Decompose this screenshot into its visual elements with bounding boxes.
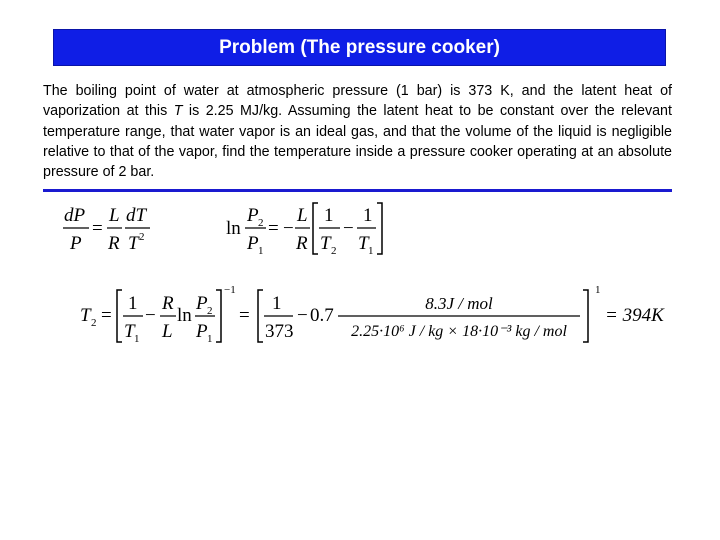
problem-text-var-t: T (173, 103, 183, 120)
eq3-equals-2: = (239, 305, 250, 326)
eq3-numerator: 8.3J / mol (425, 294, 493, 313)
eq2-equals: = (268, 218, 279, 239)
eq3-r: R (162, 293, 174, 314)
eq1-dt: dT (126, 205, 147, 226)
eq2-bracket-left (313, 203, 318, 254)
eq2-one-b: 1 (363, 205, 373, 226)
equation-solution (80, 284, 665, 345)
eq3-result: = 394K (605, 305, 664, 326)
eq3-one-a: 1 (128, 293, 138, 314)
slide-title: Problem (The pressure cooker) (53, 29, 666, 66)
equation-clausius-clapeyron (63, 205, 150, 254)
eq2-sub-1: 1 (258, 245, 264, 257)
eq2-p-den: P (247, 233, 259, 254)
eq3-denominator: 2.25·10⁶ J / kg × 18·10⁻³ kg / mol (351, 323, 567, 340)
problem-text-part-1: The boiling point of water at atmospheric pressure (1 bar) is 373 K, and the latent heat of vaporization at this (43, 83, 672, 120)
eq3-t1: T (124, 321, 135, 342)
eq1-exponent: 2 (139, 231, 145, 243)
eq3-ln: ln (177, 305, 192, 326)
eq3-minus-1: − (145, 305, 156, 326)
eq3-exponent-1: 1 (595, 284, 601, 296)
eq3-l: L (162, 321, 173, 342)
eq3-p-num: P (196, 293, 208, 314)
eq3-p1-sub: 1 (207, 333, 213, 345)
eq2-one-a: 1 (324, 205, 334, 226)
eq1-t: T (128, 233, 139, 254)
eq2-sub-2: 2 (258, 217, 264, 229)
eq3-minus-2: − (297, 305, 308, 326)
eq1-l: L (109, 205, 120, 226)
equation-integrated (226, 203, 382, 257)
eq3-p-den: P (196, 321, 208, 342)
eq2-t1: T (358, 233, 369, 254)
eq2-l: L (297, 205, 308, 226)
eq2-t2: T (320, 233, 331, 254)
problem-text-part-2: is 2.25 MJ/kg. Assuming the latent heat to be constant over the relevant temperature range, that water vapor is an ideal gas, and that the volume of the liquid is negligible relative to that of the vapor, find the temperature inside a pressure cooker operating at an absolute pressure of 2 bar. (43, 103, 672, 181)
eq3-bracket-right-2 (583, 290, 588, 342)
eq3-coefficient: 0.7 (310, 305, 334, 326)
eq3-bracket-left-2 (258, 290, 263, 342)
eq3-bracket-left-1 (117, 290, 122, 342)
eq3-t2-sub: 2 (91, 317, 97, 329)
eq3-t1-sub: 1 (134, 333, 140, 345)
eq3-373: 373 (265, 321, 294, 342)
eq3-p2-sub: 2 (207, 305, 213, 317)
eq2-r: R (296, 233, 308, 254)
eq2-bracket-right (377, 203, 382, 254)
eq1-dp: dP (64, 205, 86, 226)
eq2-t1-sub: 1 (368, 245, 374, 257)
eq3-equals-1: = (101, 305, 112, 326)
eq1-r: R (108, 233, 120, 254)
eq3-exponent-neg1: −1 (224, 284, 236, 296)
eq2-ln: ln (226, 218, 241, 239)
eq1-equals: = (92, 218, 103, 239)
eq3-t2: T (80, 305, 91, 326)
eq1-p: P (70, 233, 82, 254)
eq2-t2-sub: 2 (331, 245, 337, 257)
eq3-bracket-right-1 (216, 290, 221, 342)
eq3-one-b: 1 (272, 293, 282, 314)
eq2-minus: − (283, 218, 294, 239)
eq2-minus-inner: − (343, 218, 354, 239)
eq2-p-num: P (247, 205, 259, 226)
